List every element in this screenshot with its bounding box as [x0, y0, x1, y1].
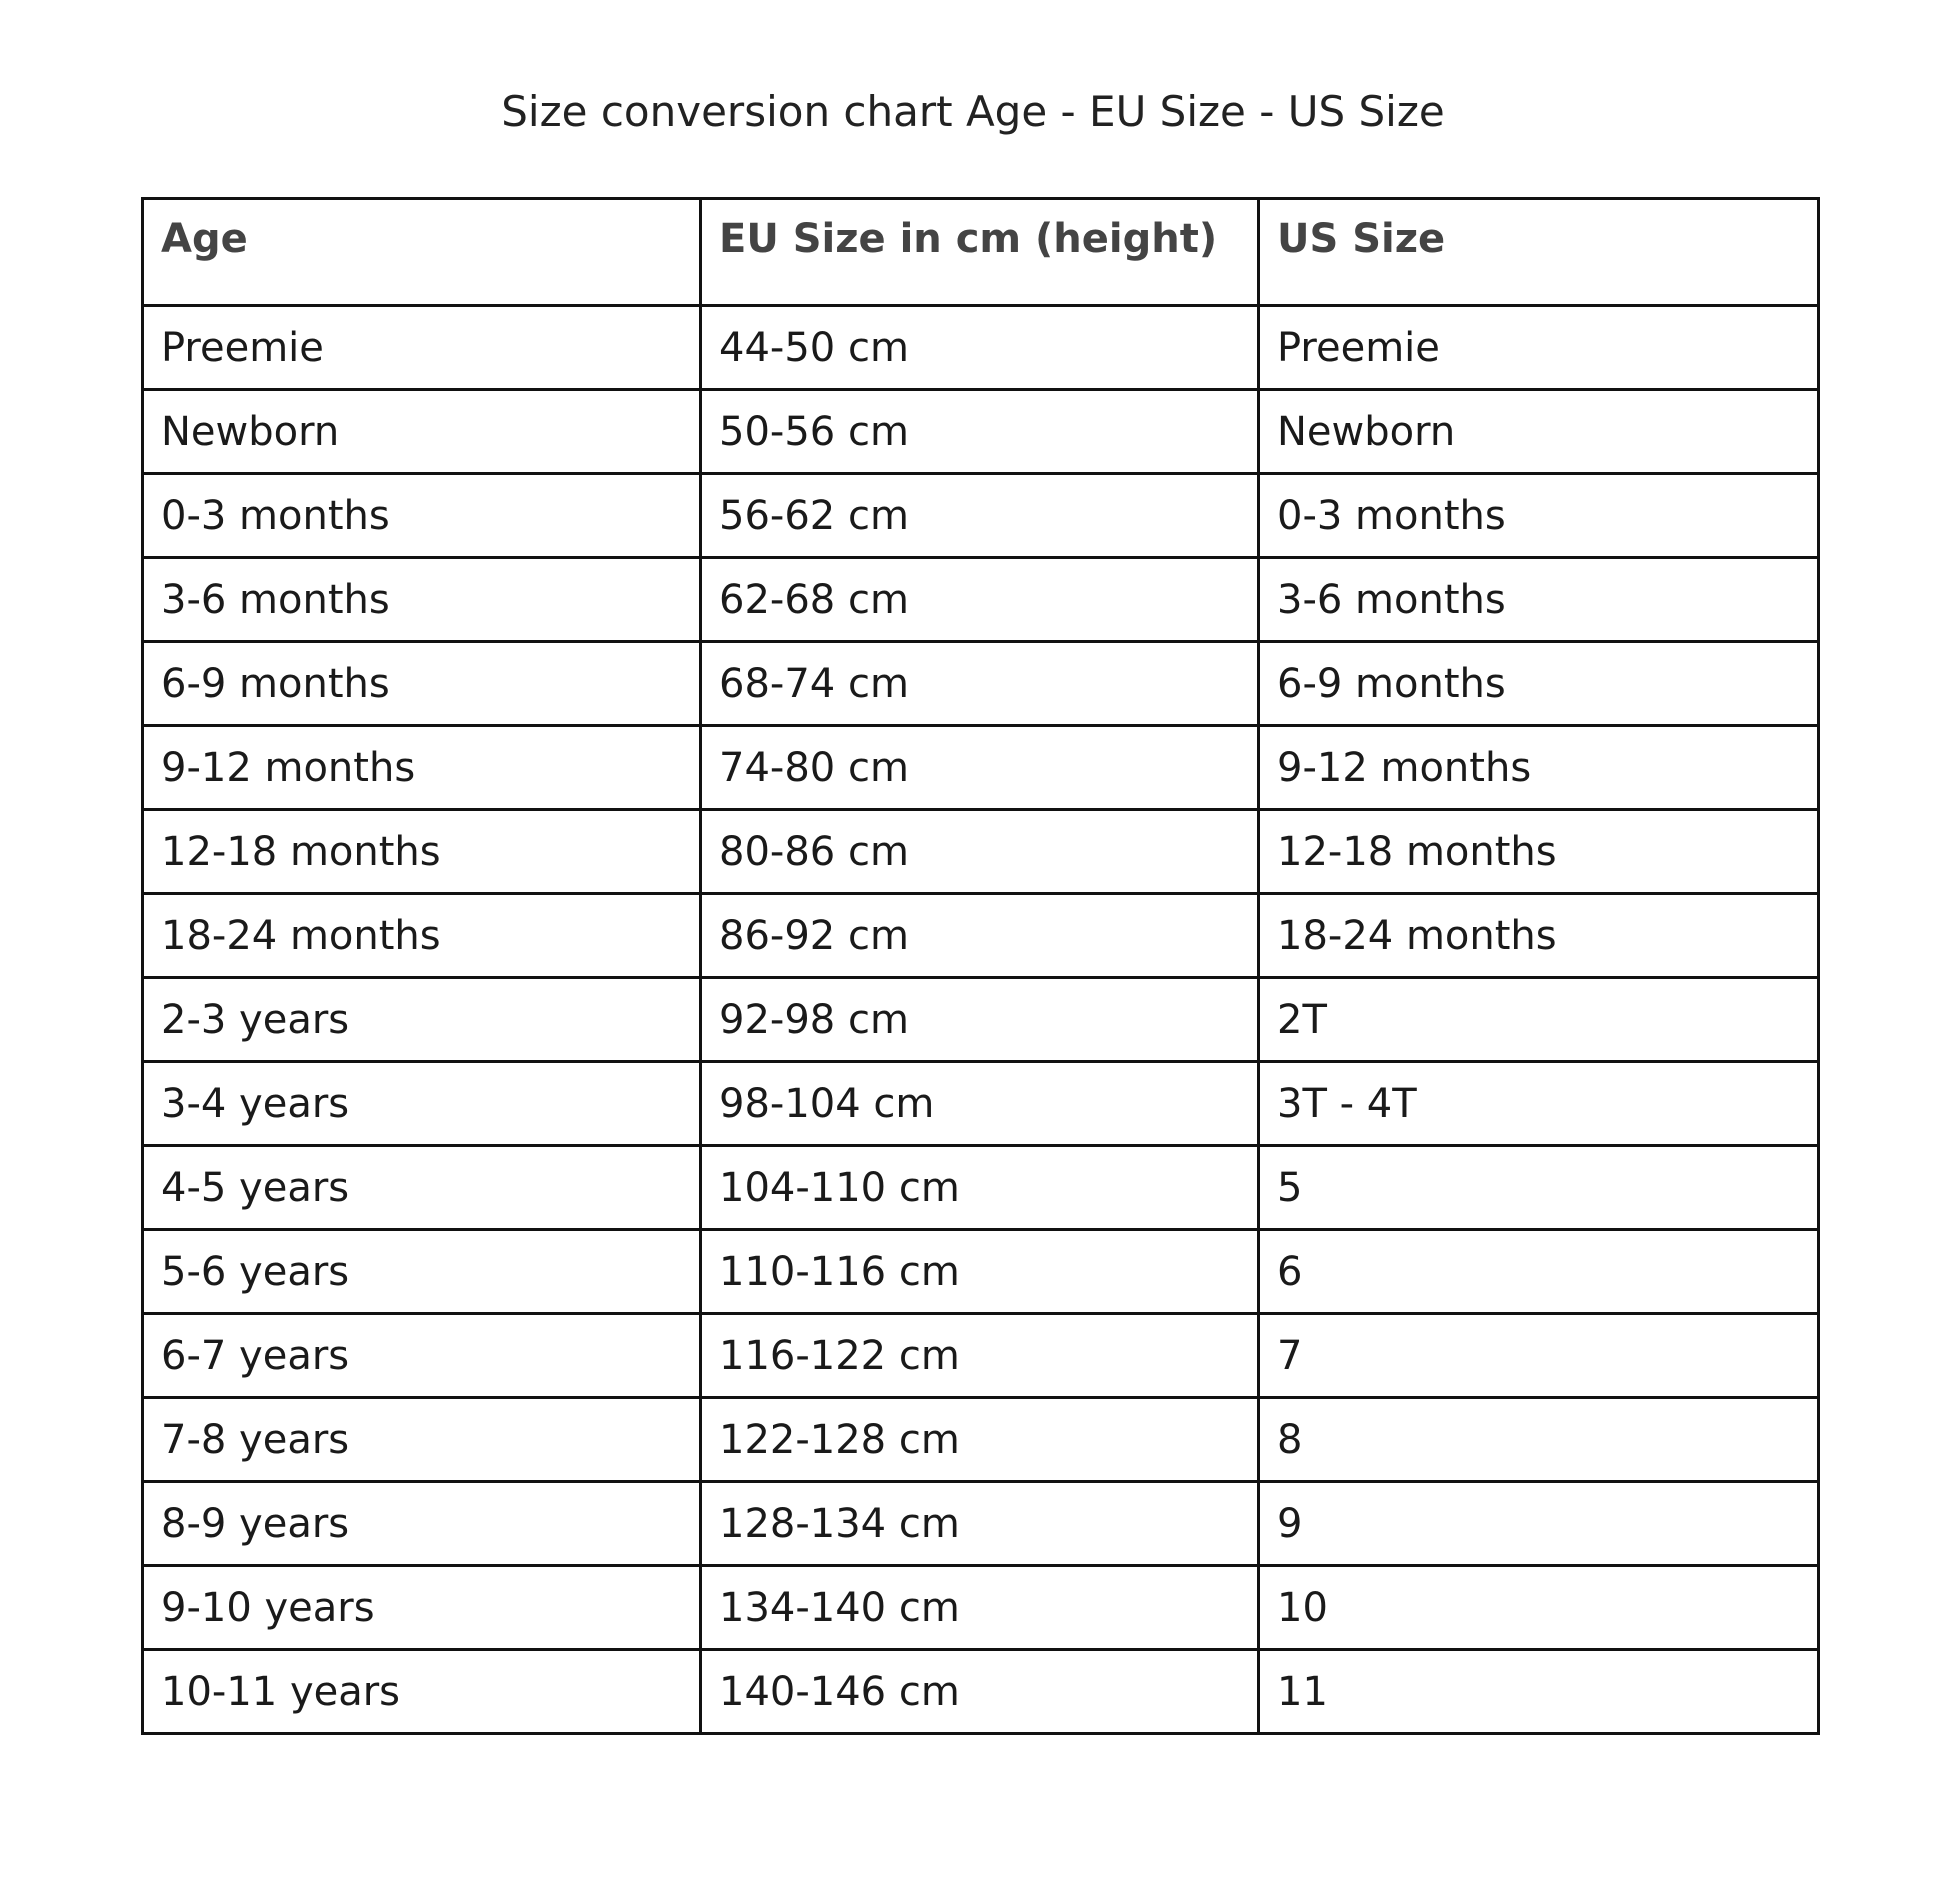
- cell-age: Newborn: [143, 390, 701, 474]
- size-conversion-table: [141, 197, 1820, 1735]
- table-row: [143, 390, 1819, 474]
- cell-age: 3-6 months: [143, 558, 701, 642]
- cell-eu-size: 98-104 cm: [701, 1062, 1259, 1146]
- cell-eu-size: 122-128 cm: [701, 1398, 1259, 1482]
- cell-eu-size: 56-62 cm: [701, 474, 1259, 558]
- cell-eu-size: 134-140 cm: [701, 1566, 1259, 1650]
- cell-eu-size: 62-68 cm: [701, 558, 1259, 642]
- cell-us-size: 0-3 months: [1259, 474, 1819, 558]
- table-row: [143, 1314, 1819, 1398]
- table-row: [143, 1146, 1819, 1230]
- table-body: [143, 306, 1819, 1734]
- table-row: [143, 1062, 1819, 1146]
- table-row: [143, 1398, 1819, 1482]
- cell-us-size: 3T - 4T: [1259, 1062, 1819, 1146]
- table-row: [143, 894, 1819, 978]
- cell-us-size: Newborn: [1259, 390, 1819, 474]
- cell-eu-size: 44-50 cm: [701, 306, 1259, 390]
- cell-eu-size: 116-122 cm: [701, 1314, 1259, 1398]
- cell-age: 18-24 months: [143, 894, 701, 978]
- cell-age: 12-18 months: [143, 810, 701, 894]
- cell-us-size: 18-24 months: [1259, 894, 1819, 978]
- cell-age: 9-12 months: [143, 726, 701, 810]
- cell-age: 5-6 years: [143, 1230, 701, 1314]
- cell-us-size: 12-18 months: [1259, 810, 1819, 894]
- table-row: [143, 978, 1819, 1062]
- cell-us-size: 11: [1259, 1650, 1819, 1734]
- cell-eu-size: 104-110 cm: [701, 1146, 1259, 1230]
- cell-age: 7-8 years: [143, 1398, 701, 1482]
- cell-age: 8-9 years: [143, 1482, 701, 1566]
- table-row: [143, 726, 1819, 810]
- cell-us-size: 10: [1259, 1566, 1819, 1650]
- cell-us-size: Preemie: [1259, 306, 1819, 390]
- cell-eu-size: 110-116 cm: [701, 1230, 1259, 1314]
- table-row: [143, 474, 1819, 558]
- cell-age: 0-3 months: [143, 474, 701, 558]
- header-eu-size: EU Size in cm (height): [701, 199, 1259, 306]
- table-row: [143, 306, 1819, 390]
- cell-age: 6-9 months: [143, 642, 701, 726]
- cell-eu-size: 74-80 cm: [701, 726, 1259, 810]
- cell-age: 6-7 years: [143, 1314, 701, 1398]
- table-row: [143, 1230, 1819, 1314]
- cell-eu-size: 80-86 cm: [701, 810, 1259, 894]
- cell-age: 4-5 years: [143, 1146, 701, 1230]
- cell-age: 3-4 years: [143, 1062, 701, 1146]
- cell-eu-size: 128-134 cm: [701, 1482, 1259, 1566]
- table-row: [143, 810, 1819, 894]
- cell-us-size: 6-9 months: [1259, 642, 1819, 726]
- table-header-row: [143, 199, 1819, 306]
- cell-eu-size: 86-92 cm: [701, 894, 1259, 978]
- table-row: [143, 1650, 1819, 1734]
- cell-us-size: 7: [1259, 1314, 1819, 1398]
- cell-us-size: 9-12 months: [1259, 726, 1819, 810]
- table-row: [143, 558, 1819, 642]
- cell-age: 2-3 years: [143, 978, 701, 1062]
- table-row: [143, 1482, 1819, 1566]
- cell-us-size: 6: [1259, 1230, 1819, 1314]
- cell-eu-size: 68-74 cm: [701, 642, 1259, 726]
- cell-eu-size: 140-146 cm: [701, 1650, 1259, 1734]
- cell-us-size: 3-6 months: [1259, 558, 1819, 642]
- cell-age: Preemie: [143, 306, 701, 390]
- table-row: [143, 642, 1819, 726]
- page-title: Size conversion chart Age - EU Size - US Size: [501, 87, 1445, 136]
- cell-us-size: 9: [1259, 1482, 1819, 1566]
- header-us-size: US Size: [1259, 199, 1819, 306]
- cell-eu-size: 50-56 cm: [701, 390, 1259, 474]
- cell-age: 9-10 years: [143, 1566, 701, 1650]
- cell-us-size: 8: [1259, 1398, 1819, 1482]
- cell-eu-size: 92-98 cm: [701, 978, 1259, 1062]
- cell-us-size: 2T: [1259, 978, 1819, 1062]
- cell-us-size: 5: [1259, 1146, 1819, 1230]
- cell-age: 10-11 years: [143, 1650, 701, 1734]
- table-row: [143, 1566, 1819, 1650]
- header-age: Age: [143, 199, 701, 306]
